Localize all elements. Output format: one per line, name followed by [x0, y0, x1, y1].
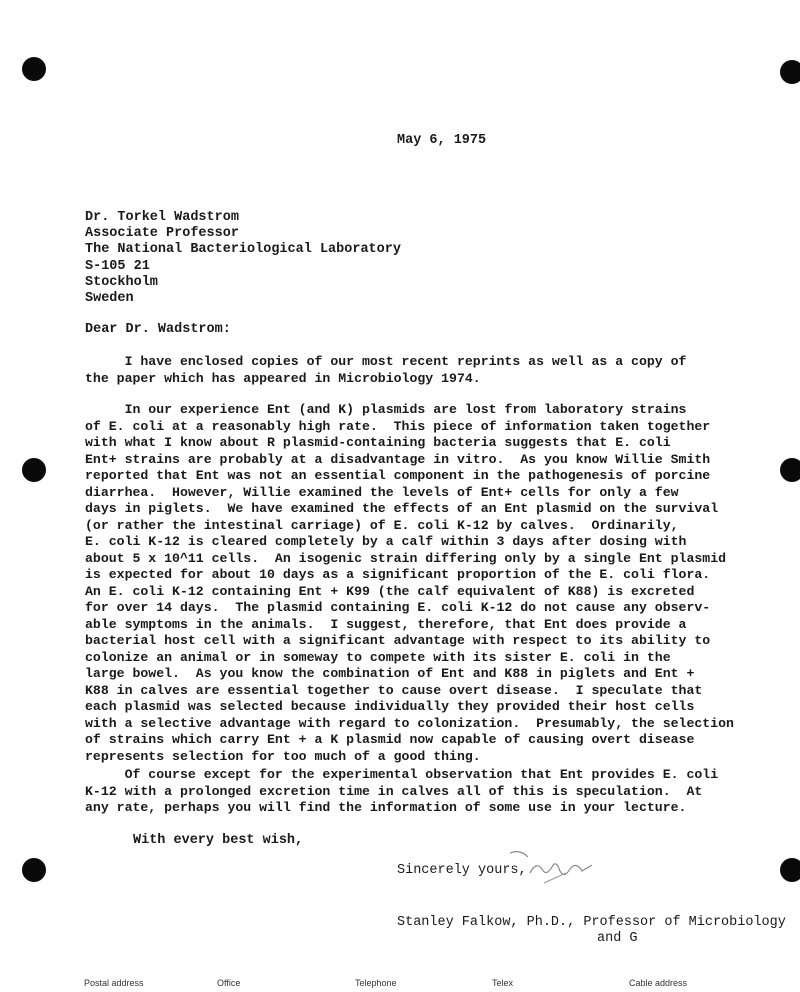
signer-title-continued: and G: [597, 931, 638, 946]
paragraph-line: represents selection for too much of a good thing.: [85, 748, 481, 764]
address-line: Dr. Torkel Wadstrom: [85, 210, 239, 225]
footer-telex: Telex: [492, 978, 514, 988]
binder-hole-middle-left: [22, 458, 46, 482]
address-line: Stockholm: [85, 274, 158, 290]
letterhead-footer: [0, 978, 800, 992]
binder-hole-top-right: [780, 60, 800, 84]
paragraph-line: about 5 x 10^11 cells. An isogenic strain differing only by a single Ent plasmid: [85, 550, 727, 566]
paragraph-line: Ent+ strains are probably at a disadvantage in vitro. As you know Willie Smith: [85, 451, 711, 467]
footer-cable-address: Cable address: [629, 978, 688, 988]
paragraph-line: with what I know about R plasmid-containing bacteria suggests that E. coli: [85, 435, 671, 450]
binder-hole-bottom-right: [780, 858, 800, 882]
signer-name-title: Stanley Falkow, Ph.D., Professor of Microbiology: [397, 915, 786, 930]
paragraph-line: reported that Ent was not an essential component in the pathogenesis of porcine: [85, 468, 711, 483]
binder-hole-middle-right: [780, 458, 800, 482]
address-line: Associate Professor: [85, 226, 239, 242]
address-line: S-105 21: [85, 258, 150, 274]
footer-office: Office: [217, 978, 241, 988]
footer-postal-address: Postal address: [84, 978, 144, 988]
address-line: The National Bacteriological Laboratory: [85, 242, 401, 258]
paragraph-line: each plasmid was selected because individually they provided their host cells: [85, 699, 695, 714]
paragraph-line: of E. coli at a reasonably high rate. This piece of information taken together: [85, 418, 711, 434]
letter-date: May 6, 1975: [397, 133, 487, 148]
paragraph-line: colonize an animal or in someway to compete with its sister E. coli in the: [85, 649, 671, 665]
paragraph-line: with a selective advantage with regard to colonization. Presumably, the selection: [85, 715, 734, 731]
address-line: Sweden: [85, 291, 134, 307]
paragraph-line: I have enclosed copies of our most recent reprints as well as a copy of: [85, 354, 687, 369]
salutation: Dear Dr. Wadstrom:: [85, 322, 231, 337]
handwritten-signature: [506, 843, 606, 888]
paragraph-line: An E. coli K-12 containing Ent + K99 (the calf equivalent of K88) is excreted: [85, 583, 695, 599]
paragraph-speculation: [85, 767, 765, 817]
recipient-address: [85, 210, 401, 307]
signer-block: [397, 915, 786, 947]
paragraph-line: K-12 with a prolonged excretion time in calves all of this is speculation. At: [85, 783, 703, 799]
binder-hole-top-left: [22, 57, 46, 81]
paragraph-line: any rate, perhaps you will find the information of some use in your lecture.: [85, 800, 687, 815]
footer-telephone: Telephone: [355, 978, 397, 988]
paragraph-line: (or rather the intestinal carriage) of E. coli K-12 by calves. Ordinarily,: [85, 517, 679, 533]
paragraph-line: large bowel. As you know the combination of Ent and K88 in piglets and Ent +: [85, 666, 695, 681]
paragraph-line: able symptoms in the animals. I suggest, therefore, that Ent does provide a: [85, 616, 687, 632]
paragraph-line: E. coli K-12 is cleared completely by a calf within 3 days after dosing with: [85, 534, 687, 549]
paragraph-line: the paper which has appeared in Microbiology 1974.: [85, 370, 481, 386]
paragraph-line: for over 14 days. The plasmid containing E. coli K-12 do not cause any observ-: [85, 600, 711, 615]
paragraph-line: diarrhea. However, Willie examined the levels of Ent+ cells for only a few: [85, 484, 679, 500]
paragraph-line: K88 in calves are essential together to cause overt disease. I speculate that: [85, 682, 703, 698]
closing-wish: With every best wish,: [133, 833, 304, 848]
binder-hole-bottom-left: [22, 858, 46, 882]
paragraph-line: bacterial host cell with a significant advantage with respect to its ability to: [85, 633, 711, 648]
paragraph-line: In our experience Ent (and K) plasmids are lost from laboratory strains: [85, 402, 687, 417]
paragraph-line: Of course except for the experimental observation that Ent provides E. coli: [85, 767, 719, 782]
paragraph-line: days in piglets. We have examined the effects of an Ent plasmid on the survival: [85, 501, 719, 516]
paragraph-experience: [85, 402, 765, 765]
paragraph-reprints: [85, 354, 765, 387]
sign-off: Sincerely yours,: [397, 863, 527, 878]
paragraph-line: is expected for about 10 days as a significant proportion of the E. coli flora.: [85, 567, 711, 582]
paragraph-line: of strains which carry Ent + a K plasmid now capable of causing overt disease: [85, 732, 695, 747]
